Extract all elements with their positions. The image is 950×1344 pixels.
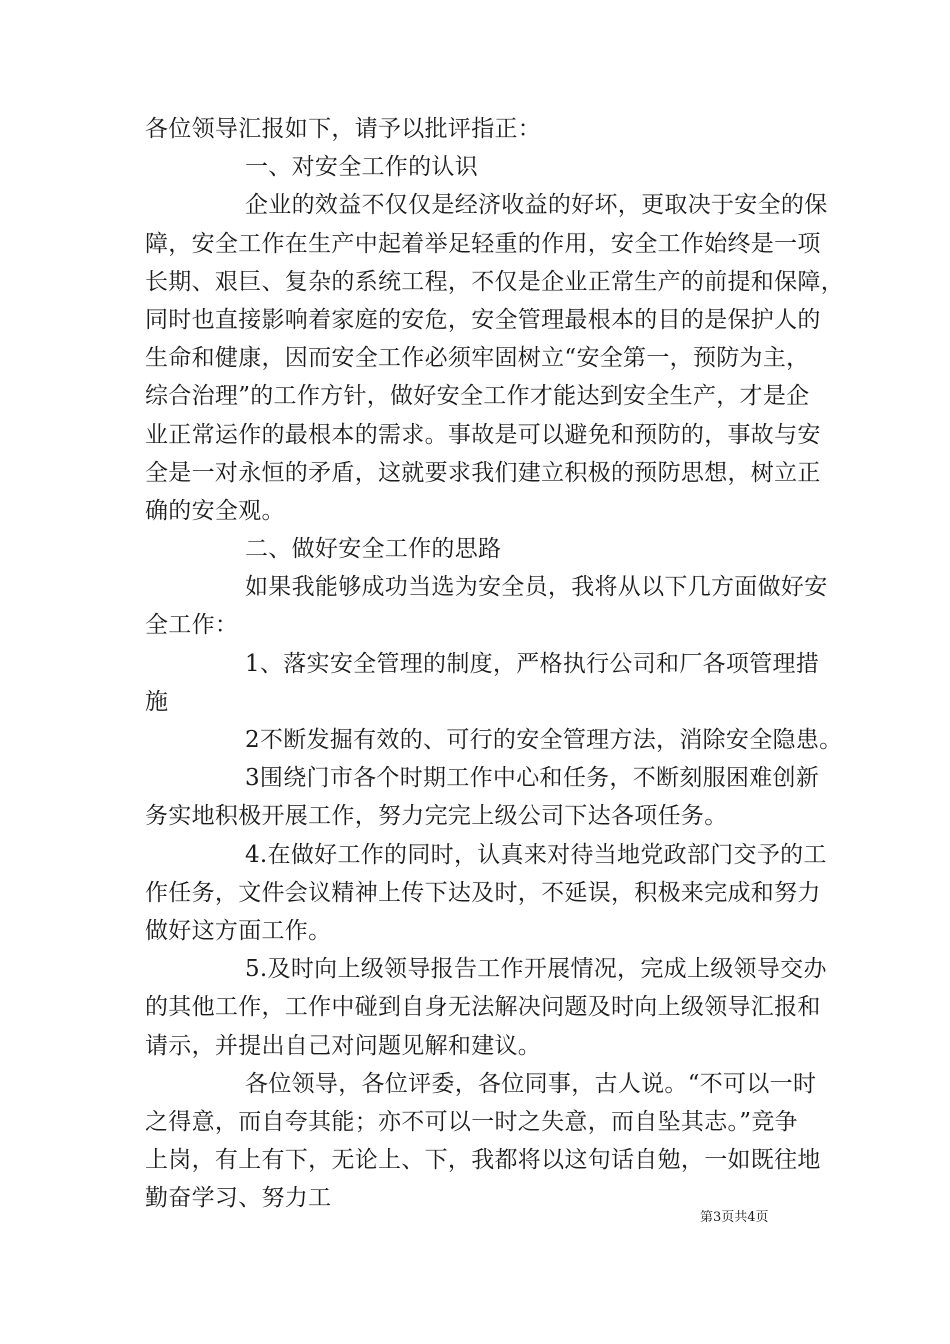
text-line: 勤奋学习、努力工 (145, 1185, 332, 1212)
text-line: 业正常运作的最根本的需求。事故是可以避免和预防的，事故与安 (145, 421, 821, 448)
list-item: 4.在做好工作的同时，认真来对待当地党政部门交予的工 (245, 841, 827, 868)
text-line: 各位领导，各位评委，各位同事，古人说。“不可以一时 (245, 1070, 817, 1097)
text-line: 各位领导汇报如下，请予以批评指正： (145, 116, 542, 142)
section-heading: 一、对安全工作的认识 (245, 154, 478, 181)
text-line: 确的安全观。 (145, 497, 285, 524)
text-line: 如果我能够成功当选为安全员，我将从以下几方面做好安 (245, 574, 828, 601)
text-line: 长期、艰巨、复杂的系统工程，不仅是企业正常生产的前提和保障， (145, 268, 844, 295)
text-line: 务实地积极开展工作，努力完完上级公司下达各项任务。 (145, 803, 728, 830)
text-line: 全工作： (145, 612, 239, 639)
text-line: 请示，并提出自己对问题见解和建议。 (145, 1032, 542, 1059)
list-item: 3围绕门市各个时期工作中心和任务，不断刻服困难创新 (245, 765, 820, 792)
section-heading: 二、做好安全工作的思路 (245, 536, 502, 563)
text-line: 障，安全工作在生产中起着举足轻重的作用，安全工作始终是一项 (145, 230, 821, 257)
list-item: 1、落实安全管理的制度，严格执行公司和厂各项管理措 (245, 650, 820, 677)
text-line: 上岗，有上有下，无论上、下，我都将以这句话自勉，一如既往地 (145, 1147, 821, 1174)
list-item: 2不断发掘有效的、可行的安全管理方法，消除安全隐患。 (245, 727, 843, 753)
text-line: 生命和健康，因而安全工作必须牢固树立“安全第一，预防为主， (145, 345, 810, 372)
text-line: 作任务，文件会议精神上传下达及时，不延误，积极来完成和努力 (145, 879, 821, 906)
text-line: 全是一对永恒的矛盾，这就要求我们建立积极的预防思想，树立正 (145, 459, 821, 486)
text-line: 同时也直接影响着家庭的安危，安全管理最根本的目的是保护人的 (145, 306, 821, 333)
text-line: 施 (145, 688, 169, 715)
text-line: 之得意，而自夸其能；亦不可以一时之失意，而自坠其志。”竞争 (145, 1108, 798, 1135)
text-line: 的其他工作，工作中碰到自身无法解决问题及时向上级领导汇报和 (145, 994, 821, 1021)
text-line: 综合治理”的工作方针，做好安全工作才能达到安全生产，才是企 (145, 383, 810, 410)
page-number: 第3页共4页 (700, 1210, 769, 1225)
list-item: 5.及时向上级领导报告工作开展情况，完成上级领导交办 (245, 956, 827, 983)
text-line: 做好这方面工作。 (145, 917, 332, 944)
text-line: 企业的效益不仅仅是经济收益的好坏，更取决于安全的保 (245, 192, 828, 219)
document-body (145, 110, 844, 1217)
